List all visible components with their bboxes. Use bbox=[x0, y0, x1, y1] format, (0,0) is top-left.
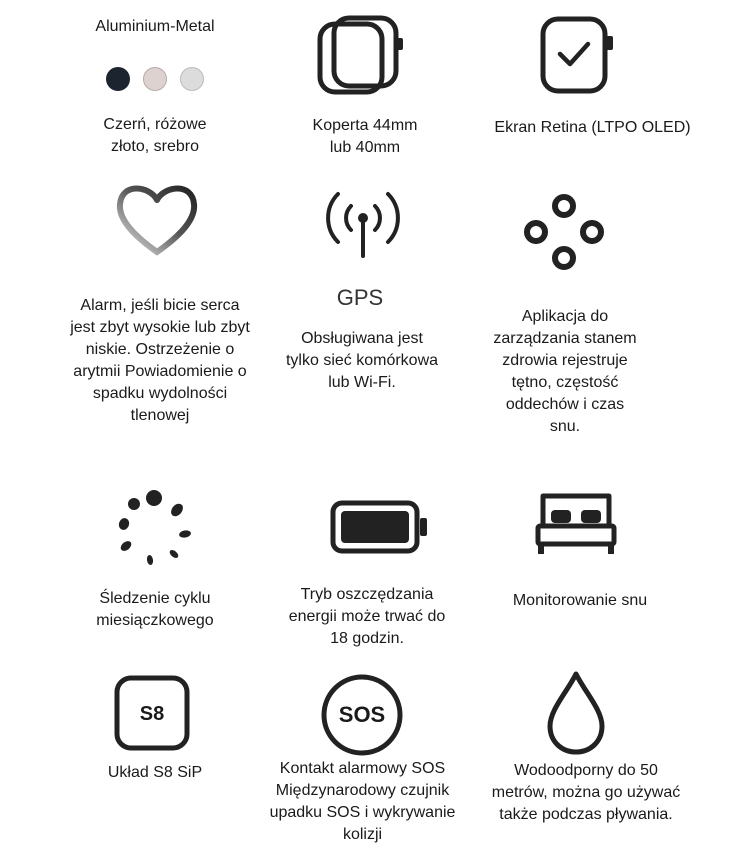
health-text: Aplikacja do zarządzania stanem zdrowia rejestruje tętno, częstość oddechów i czas snu. bbox=[493, 308, 637, 435]
case-text: Koperta 44mm lub 40mm bbox=[312, 117, 418, 156]
water-drop-icon bbox=[545, 670, 607, 756]
battery-text: Tryb oszczędzania energii może trwać do 18 godzin. bbox=[288, 586, 446, 647]
gps-label: GPS bbox=[336, 285, 384, 310]
sos-label: SOS bbox=[338, 702, 386, 727]
watch-check-icon bbox=[540, 16, 620, 96]
screen-text: Ekran Retina (LTPO OLED) bbox=[494, 119, 691, 136]
chip-text: Układ S8 SiP bbox=[107, 764, 203, 781]
watch-case-icon bbox=[318, 16, 408, 96]
gps-text: Obsługiwana jest tylko sieć komórkowa lub Wi-Fi. bbox=[285, 330, 439, 391]
swatch-black bbox=[106, 67, 130, 91]
heart-icon bbox=[112, 182, 202, 257]
battery-icon bbox=[330, 500, 430, 554]
cycle-text: Śledzenie cyklu miesiączkowego bbox=[96, 590, 214, 629]
water-text: Wodoodporny do 50 metrów, można go używać także podczas pływania. bbox=[491, 762, 681, 823]
swatch-rose-gold bbox=[143, 67, 167, 91]
health-rings-icon bbox=[522, 192, 606, 276]
sleep-text: Monitorowanie snu bbox=[512, 592, 648, 609]
cycle-dots-icon bbox=[112, 488, 202, 568]
gps-antenna-icon bbox=[318, 188, 408, 268]
bed-icon bbox=[535, 492, 617, 558]
chip-label: S8 bbox=[139, 703, 165, 725]
colors-title: Aluminium-Metal bbox=[95, 18, 215, 35]
heart-text: Alarm, jeśli bicie serca jest zbyt wysokie lub zbyt niskie. Ostrzeżenie o arytmii Powiadomienie o spadku wydolności tlenowej bbox=[70, 297, 250, 424]
colors-text: Czerń, różowe złoto, srebro bbox=[103, 116, 207, 155]
swatch-silver bbox=[180, 67, 204, 91]
sos-text: Kontakt alarmowy SOS Międzynarodowy czujnik upadku SOS i wykrywanie kolizji bbox=[269, 760, 456, 843]
